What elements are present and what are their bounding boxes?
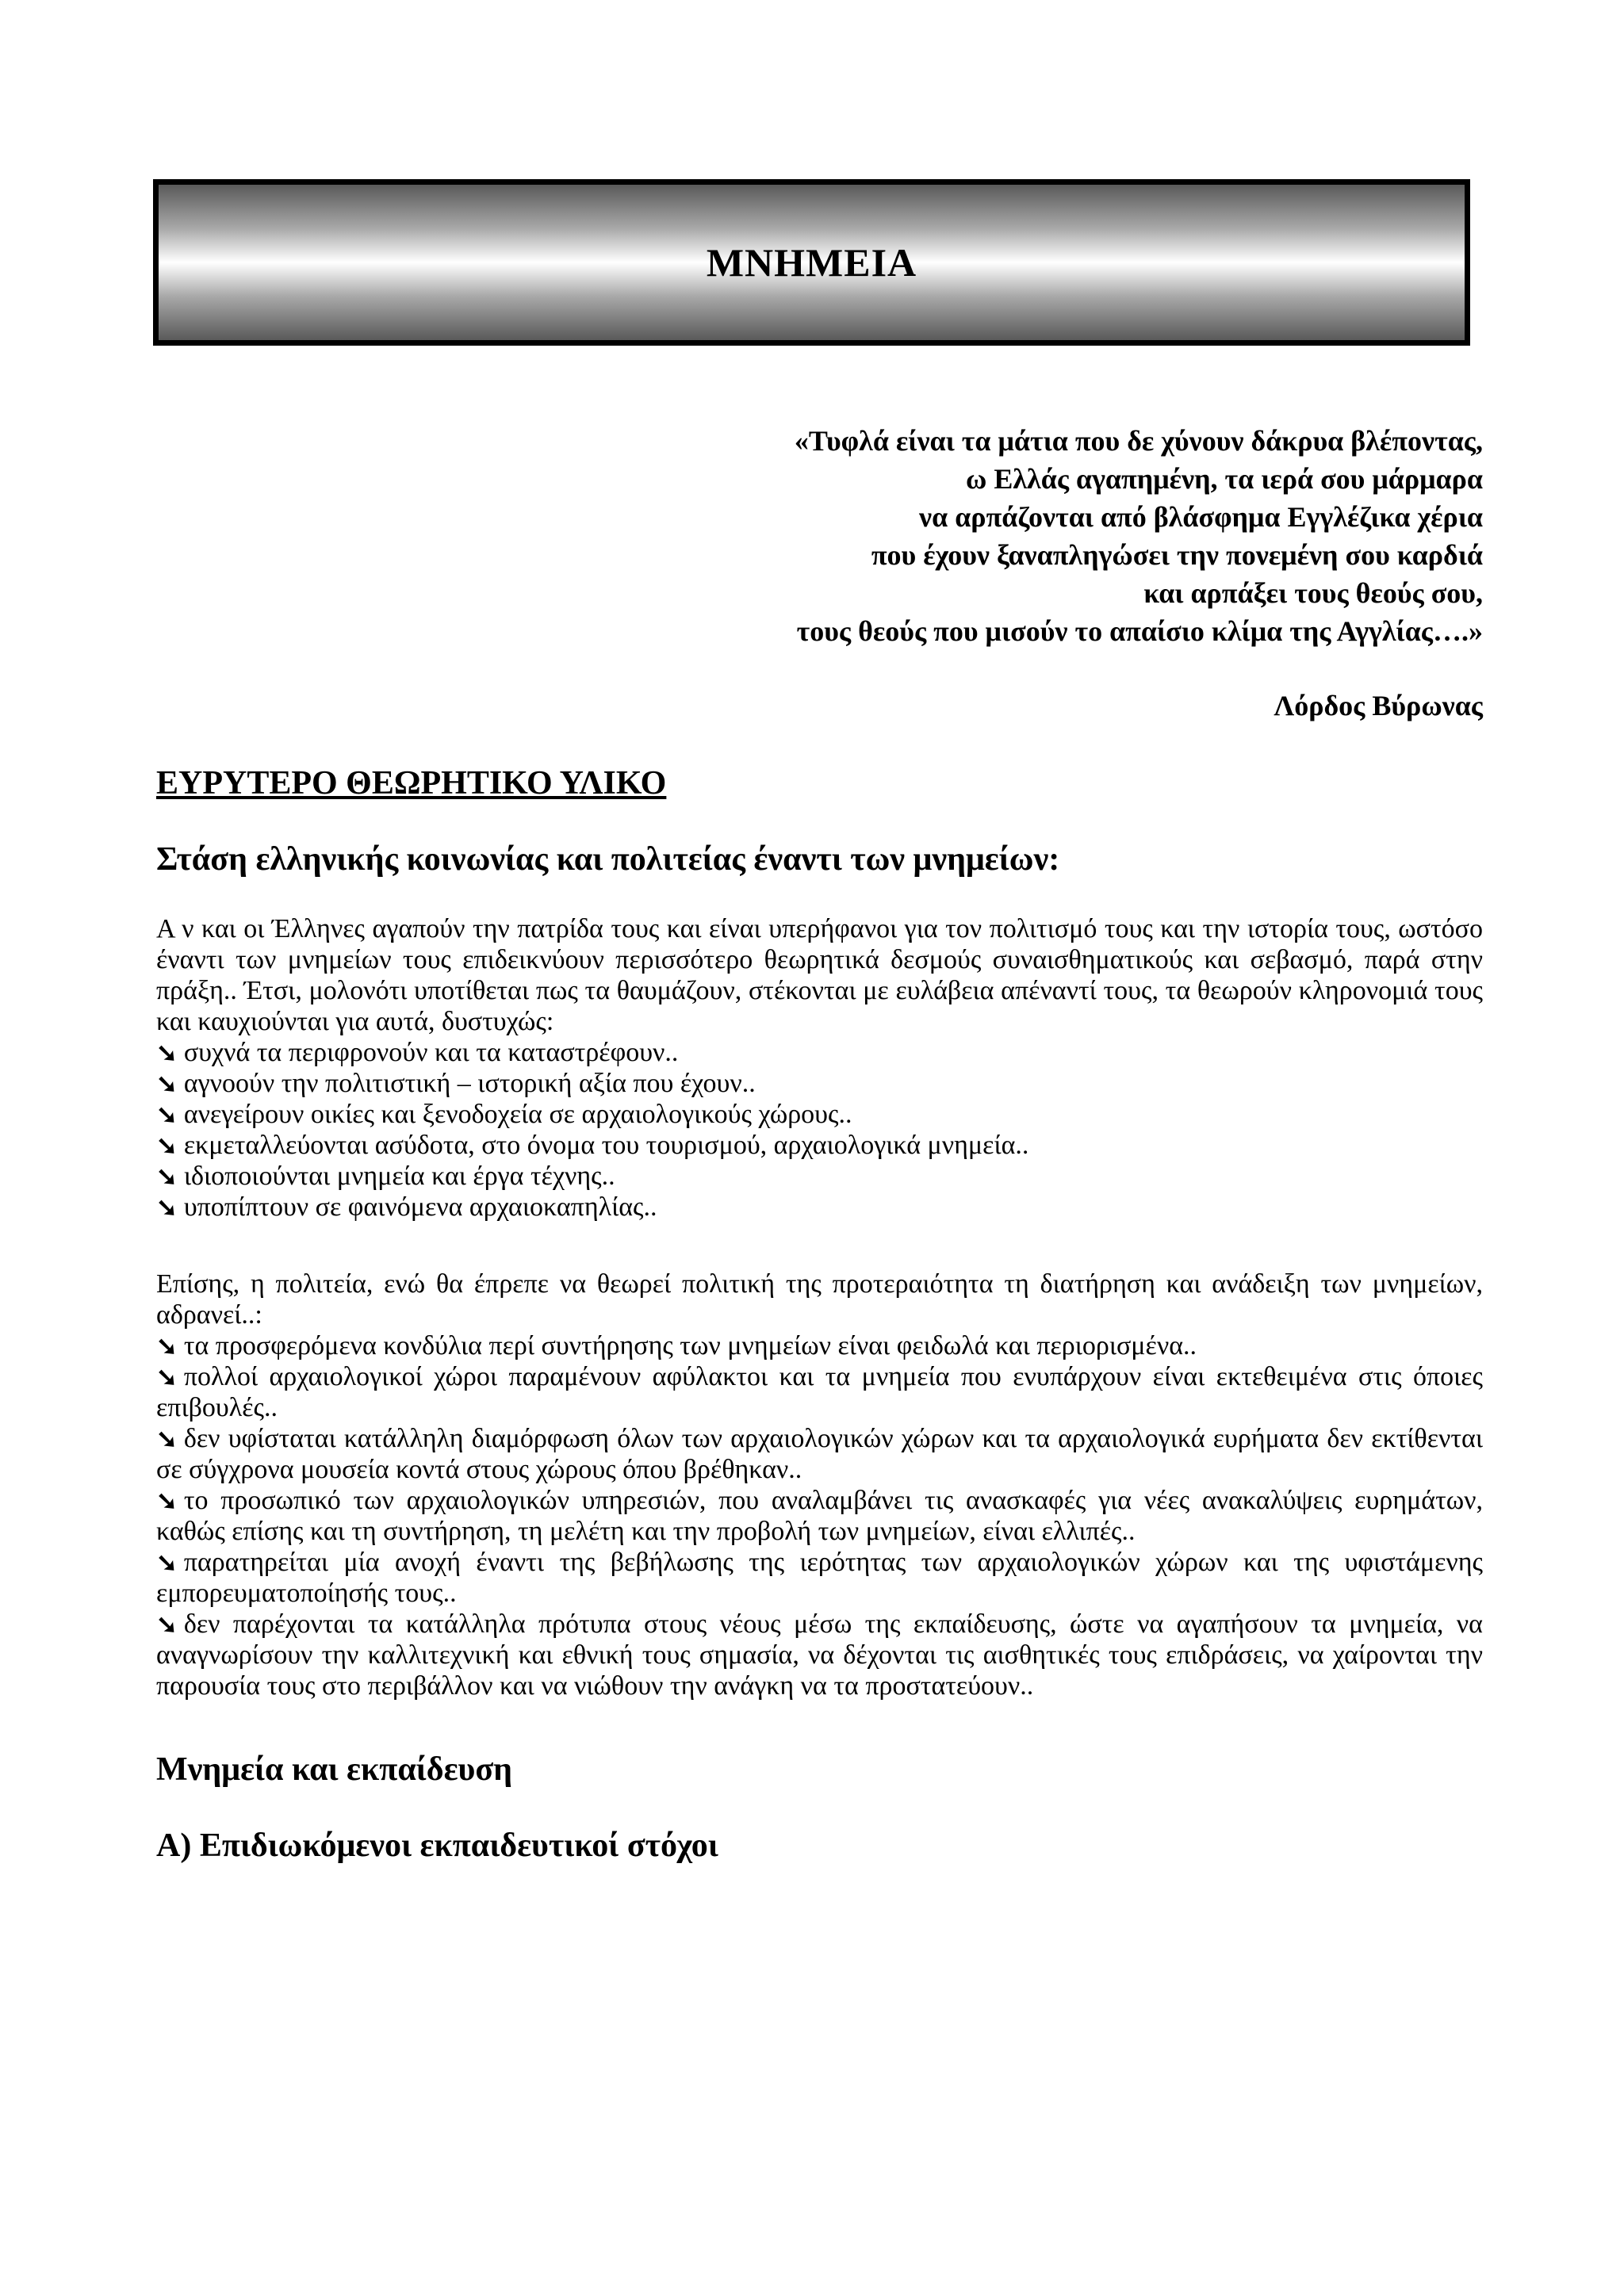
list-item: ➘ δεν υφίσταται κατάλληλη διαμόρφωση όλων των αρχαιολογικών χώρων και τα αρχαιολογικά ευρήματα δεν εκτίθενται σε σύγχρονα μουσεία κοντά στους χώρους όπου βρέθηκαν..	[156, 1424, 1483, 1484]
section-title: ΕΥΡΥΤΕΡΟ ΘΕΩΡΗΤΙΚΟ ΥΛΙΚΟ	[156, 765, 667, 802]
arrow-down-right-icon: ➘	[156, 1363, 178, 1391]
arrow-down-right-icon: ➘	[156, 1100, 178, 1129]
list-item: ➘ συχνά τα περιφρονούν και τα καταστρέφουν..	[156, 1038, 679, 1067]
arrow-down-right-icon: ➘	[156, 1548, 178, 1577]
title-banner	[153, 179, 1470, 346]
state-paragraph: Επίσης, η πολιτεία, ενώ θα έπρεπε να θεωρεί πολιτική της προτεραιότητα τη διατήρηση και ανάδειξη των μνημείων, αδρανεί..:	[156, 1269, 1483, 1330]
list-item: ➘ τα προσφερόμενα κονδύλια περί συντήρησης των μνημείων είναι φειδωλά και περιορισμένα..	[156, 1331, 1197, 1360]
quote-line: τους θεούς που μισούν το απαίσιο κλίμα της Αγγλίας….»	[796, 615, 1483, 647]
quote-line: ω Ελλάς αγαπημένη, τα ιερά σου μάρμαρα	[966, 463, 1483, 495]
arrow-down-right-icon: ➘	[156, 1610, 178, 1639]
arrow-down-right-icon: ➘	[156, 1193, 178, 1222]
list-item: ➘ ιδιοποιούνται μνημεία και έργα τέχνης..	[156, 1161, 615, 1191]
quote-line: και αρπάξει τους θεούς σου,	[1143, 577, 1483, 609]
society-bullet-list	[156, 1037, 1483, 1223]
epigraph-quote	[452, 422, 1483, 650]
list-item: ➘ ανεγείρουν οικίες και ξενοδοχεία σε αρχαιολογικούς χώρους..	[156, 1100, 852, 1129]
list-item: ➘ παρατηρείται μία ανοχή έναντι της βεβήλωσης της ιερότητας των αρχαιολογικών χώρων και της υφιστάμενης εμπορευματοποίησής τους..	[156, 1548, 1483, 1608]
subheading-education: Μνημεία και εκπαίδευση	[156, 1751, 513, 1788]
list-item: ➘ αγνοούν την πολιτιστική – ιστορική αξία που έχουν..	[156, 1069, 756, 1098]
quote-author: Λόρδος Βύρωνας	[1274, 690, 1483, 721]
quote-line: που έχουν ξαναπληγώσει την πονεμένη σου καρδιά	[871, 539, 1483, 571]
list-item: ➘ υποπίπτουν σε φαινόμενα αρχαιοκαπηλίας..	[156, 1192, 657, 1222]
subheading-society-stance: Στάση ελληνικής κοινωνίας και πολιτείας έναντι των μνημείων:	[156, 841, 1060, 878]
arrow-down-right-icon: ➘	[156, 1332, 178, 1360]
arrow-down-right-icon: ➘	[156, 1162, 178, 1191]
arrow-down-right-icon: ➘	[156, 1487, 178, 1515]
arrow-down-right-icon: ➘	[156, 1425, 178, 1453]
state-bullet-list	[156, 1330, 1483, 1701]
arrow-down-right-icon: ➘	[156, 1070, 178, 1098]
list-item: ➘ δεν παρέχονται τα κατάλληλα πρότυπα στους νέους μέσω της εκπαίδευσης, ώστε να αγαπήσουν τα μνημεία, να αναγνωρίσουν την καλλιτεχνική και εθνική τους σημασία, να δέχονται τις αισθητικές τους επιδράσεις, να χαίρονται την παρουσία τους στο περιβάλλον και να νιώθουν την ανάγκη να τα προστατεύουν..	[156, 1609, 1483, 1701]
list-item: ➘ το προσωπικό των αρχαιολογικών υπηρεσιών, που αναλαμβάνει τις ανασκαφές για νέες ανακαλύψεις ευρημάτων, καθώς επίσης και τη συντήρηση, τη μελέτη και την προβολή των μνημείων, είναι ελλιπές..	[156, 1486, 1483, 1546]
quote-line: «Τυφλά είναι τα μάτια που δε χύνουν δάκρυα βλέποντας,	[794, 425, 1483, 457]
intro-paragraph: Α ν και οι Έλληνες αγαπούν την πατρίδα τους και είναι υπερήφανοι για τον πολιτισμό τους και την ιστορία τους, ωστόσο έναντι των μνημείων τους επιδεικνύουν περισσότερο θεωρητικά δεσμούς συναισθηματικούς και σεβασμό, παρά στην πράξη.. Έτσι, μολονότι υποτίθεται πως τα θαυμάζουν, στέκονται με ευλάβεια απέναντί τους, τα θεωρούν κληρονομιά τους και καυχιούνται για αυτά, δυστυχώς:	[156, 914, 1483, 1036]
page-title: ΜΝΗΜΕΙΑ	[706, 240, 917, 285]
quote-line: να αρπάζονται από βλάσφημα Εγγλέζικα χέρια	[919, 501, 1483, 533]
document-body	[156, 761, 1483, 1868]
list-item: ➘ εκμεταλλεύονται ασύδοτα, στο όνομα του τουρισμού, αρχαιολογικά μνημεία..	[156, 1131, 1029, 1160]
arrow-down-right-icon: ➘	[156, 1131, 178, 1160]
subheading-educational-goals: Α) Επιδιωκόμενοι εκπαιδευτικοί στόχοι	[156, 1827, 718, 1864]
arrow-down-right-icon: ➘	[156, 1039, 178, 1067]
list-item: ➘ πολλοί αρχαιολογικοί χώροι παραμένουν αφύλακτοι και τα μνημεία που ενυπάρχουν είναι εκτεθειμένα στις όποιες επιβουλές..	[156, 1362, 1483, 1422]
